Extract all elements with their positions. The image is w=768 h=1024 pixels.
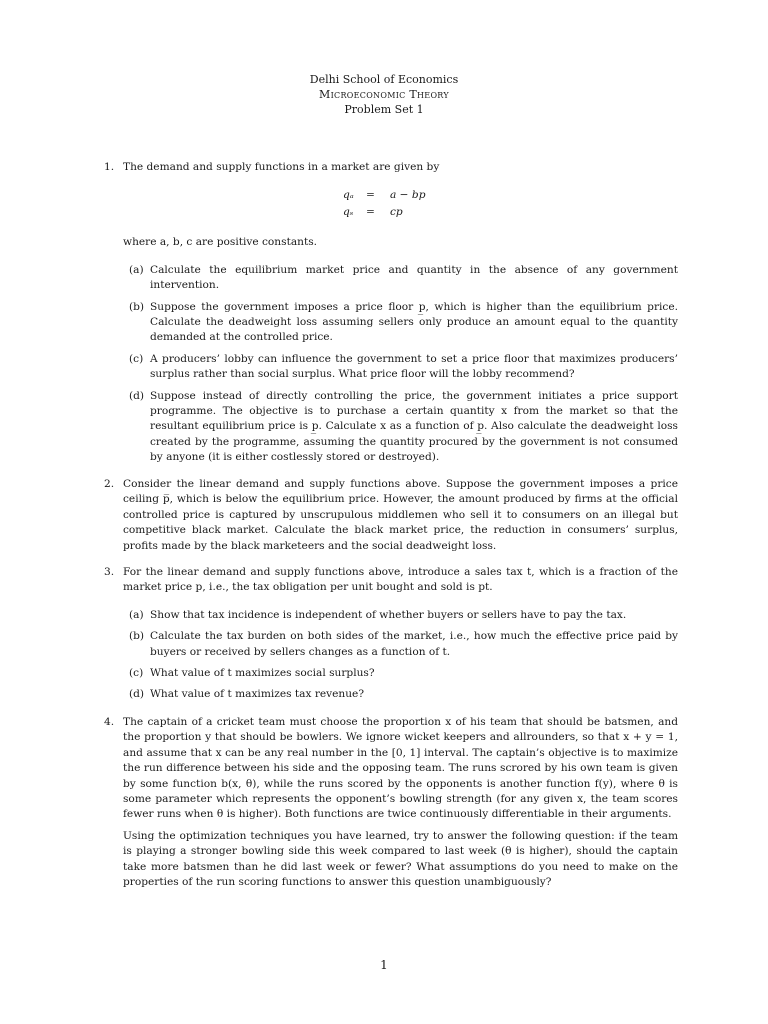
subquestion-label: (b) [129, 630, 145, 643]
subquestion-text: Show that tax incidence is independent of whether buyers or sellers have to pay the tax. [150, 608, 627, 621]
subquestion-text: What value of t maximizes tax revenue? [150, 688, 365, 701]
subquestion-text: Suppose the government imposes a price floor p̲, which is higher than the equilibrium price. Calculate the deadweight loss assuming sellers only produce an amount equal to the quantity demanded at the controlled price. [150, 300, 678, 344]
equation-lhs: qₛ [343, 206, 354, 219]
problem-intro: The demand and supply functions in a market are given by [123, 161, 440, 173]
equation-lhs: qₐ [343, 189, 354, 202]
problem-2 [104, 477, 678, 554]
subquestion-text: A producers’ lobby can influence the government to set a price floor that maximizes producers’ surplus rather than social surplus. What price floor will the lobby recommend? [150, 352, 678, 381]
subquestion-label: (c) [129, 352, 144, 365]
demand-equation [123, 188, 678, 205]
problem-number: 4. [104, 716, 115, 728]
subquestion-a [123, 263, 678, 294]
subquestion-label: (a) [129, 608, 144, 621]
problem-4 [104, 715, 678, 890]
subquestion-text: What value of t maximizes social surplus? [150, 667, 375, 680]
subquestion-text: Calculate the equilibrium market price and quantity in the absence of any government intervention. [150, 263, 678, 292]
problem-set-title: Problem Set 1 [344, 103, 424, 116]
subquestion-label: (a) [129, 263, 144, 276]
problem-intro: For the linear demand and supply functions above, introduce a sales tax t, which is a fraction of the market price p, i.e., the tax obligation per unit bought and sold is pt. [123, 566, 678, 594]
equation-rhs: a − bp [390, 189, 426, 202]
subquestion-label: (d) [129, 389, 145, 402]
subquestion-label: (c) [129, 667, 144, 680]
problem-1 [104, 160, 678, 466]
equals-sign: = [366, 206, 375, 219]
school-name: Delhi School of Economics [309, 73, 459, 86]
problem-paragraph-2: Using the optimization techniques you have learned, try to answer the following question: if the team is playing a stronger bowling side this week compared to last week (θ is higher), should the captain take more batsmen than he did last week or fewer? What assumptions do you need to make on the properties of the run scoring functions to answer this question unambiguously? [123, 829, 678, 889]
page-number: 1 [380, 958, 388, 972]
document-header [0, 72, 768, 117]
subquestion-text: Calculate the tax burden on both sides of the market, i.e., how much the effective price paid by buyers or received by sellers changes as a function of t. [150, 630, 678, 658]
supply-equation [123, 205, 678, 222]
equation-rhs: cp [390, 206, 403, 219]
problem-intro: The captain of a cricket team must choose the proportion x of his team that should be batsmen, and the proportion y that should be bowlers. We ignore wicket keepers and allrounders, so that x + y = 1, and assume that x can be any real number in the [0, 1] interval. The captain’s objective is to maximize the run difference between his side and the opposing team. The runs scrored by his own team is given by some function b(x, θ), while the runs scored by the opponents is another function f(y), where θ is some parameter which represents the opponent’s bowling strength (for any given x, the team scores fewer runs when θ is higher). Both functions are twice continuously differentiable in their arguments. [123, 716, 678, 821]
problem-number: 1. [104, 161, 115, 173]
subquestion-label: (b) [129, 300, 145, 313]
subquestion-c [123, 352, 678, 383]
problem-intro: Consider the linear demand and supply functions above. Suppose the government imposes a price ceiling p̅, which is below the equilibrium price. However, the amount produced by firms at the official controlled price is captured by unscrupulous middlemen who sell it to consumers on an illegal but competitive black market. Calculate the black market price, the reduction in consumers’ surplus, profits made by the black marketeers and the social deadweight loss. [123, 478, 678, 552]
equation-block [123, 188, 678, 222]
subquestion-text: Suppose instead of directly controlling the price, the government initiates a price support programme. The objective is to purchase a certain quantity x from the market so that the resultant equilibrium price is p̲. Calculate x as a function of p̲. Also calculate the deadweight loss created by the programme, assuming the quantity procured by the government is not consumed by anyone (it is either costlessly stored or destroyed). [150, 389, 678, 464]
subquestion-b [123, 629, 678, 660]
subquestion-label: (d) [129, 688, 145, 701]
equals-sign: = [366, 189, 375, 202]
subquestion-b [123, 300, 678, 346]
problem-number: 3. [104, 566, 115, 578]
problem-3 [104, 565, 678, 703]
subquestion-d [123, 687, 678, 702]
subquestion-c [123, 666, 678, 681]
subquestion-a [123, 608, 678, 623]
course-title: Microeconomic Theory [319, 88, 449, 101]
problem-number: 2. [104, 478, 115, 490]
subquestion-d [123, 389, 678, 466]
problem-note: where a, b, c are positive constants. [123, 236, 318, 249]
